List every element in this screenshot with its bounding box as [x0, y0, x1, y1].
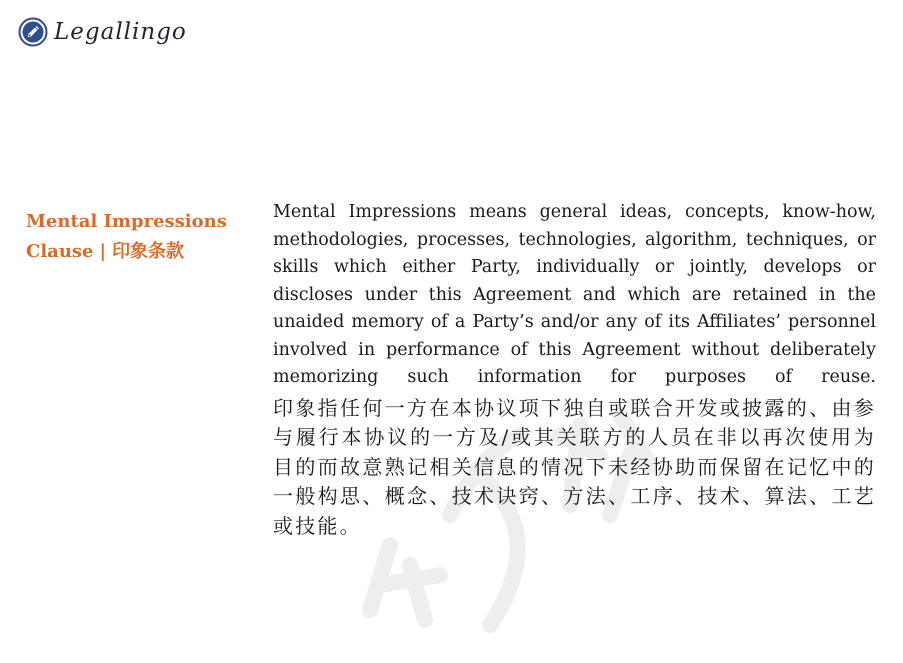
- clause-body-zh: 印象指任何一方在本协议项下独自或联合开发或披露的、由参与履行本协议的一方及/或其关联方的人员在非以再次使用为目的而故意熟记相关信息的情况下未经协助而保留在记忆中的一般构思、概念、技术诀窍、方法、工序、技术、算法、工艺或技能。: [273, 395, 876, 538]
- title-separator: |: [99, 241, 107, 262]
- clause-title-en: Mental Impressions: [26, 211, 227, 232]
- clause-title: [26, 207, 226, 267]
- brand-name: Legallingo: [54, 19, 187, 45]
- brand-logo: [18, 14, 187, 50]
- clause-title-en-2: Clause: [26, 241, 94, 262]
- clause-body-en: Mental Impressions means general ideas, concepts, know-how, methodologies, processes, technologies, algorithm, techniques, or skills which either Party, individually or jointly, develops or discloses under this Agreement and which are retained in the unaided memory of a Party’s and/or any of its Affiliates’ personnel involved in performance of this Agreement without deliberately memorizing such information for purposes of reuse.: [273, 202, 876, 387]
- clause-title-zh: 印象条款: [112, 241, 185, 262]
- clause-title-line-2: [26, 237, 226, 267]
- clause-body: [273, 199, 876, 541]
- pen-circle-icon: [18, 17, 48, 47]
